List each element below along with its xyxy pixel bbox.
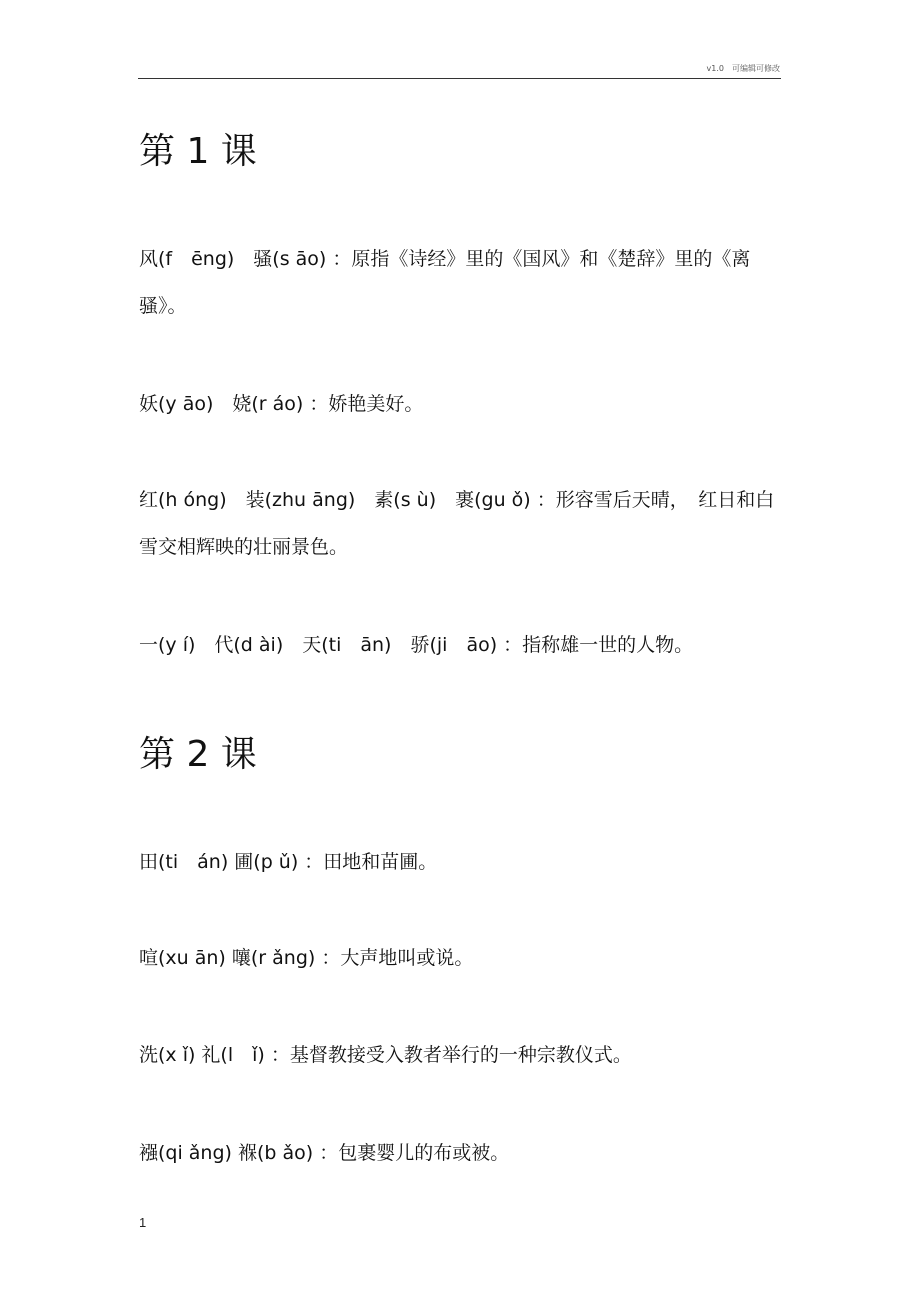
lesson-2-title: 第 2 课 [139, 734, 257, 775]
vocab-entry: 洗(x ǐ) 礼(l ǐ) ：基督教接受入教者举行的一种宗教仪式。 [139, 1044, 632, 1066]
page-number: 1 [139, 1215, 147, 1230]
lesson-1-title: 第 1 课 [139, 131, 257, 172]
vocab-entry: 襁(qi ǎng) 褓(b ǎo) ：包裹婴儿的布或被。 [139, 1142, 510, 1164]
vocab-entry: 喧(xu ān) 嚷(r ǎng) ：大声地叫或说。 [139, 947, 474, 969]
header-divider [138, 78, 781, 79]
vocab-entry: 一(y í) 代(d ài) 天(ti ān) 骄(ji āo) ：指称雄一世的人物。 [139, 634, 694, 656]
vocab-entry: 风(f ēng) 骚(s āo) ：原指《诗经》里的《国风》和《楚辞》里的《离骚》。 [139, 248, 751, 317]
vocab-entry: 田(ti án) 圃(p ǔ) ：田地和苗圃。 [139, 851, 438, 873]
vocab-entry: 红(h óng) 装(zhu āng) 素(s ù) 裹(gu ǒ) ：形容雪后天晴， 红日和白雪交相辉映的壮丽景色。 [139, 489, 775, 558]
vocab-entry: 妖(y āo) 娆(r áo) ：娇艳美好。 [139, 393, 424, 415]
header-version-label: v1.0 可编辑可修改 [706, 64, 780, 73]
